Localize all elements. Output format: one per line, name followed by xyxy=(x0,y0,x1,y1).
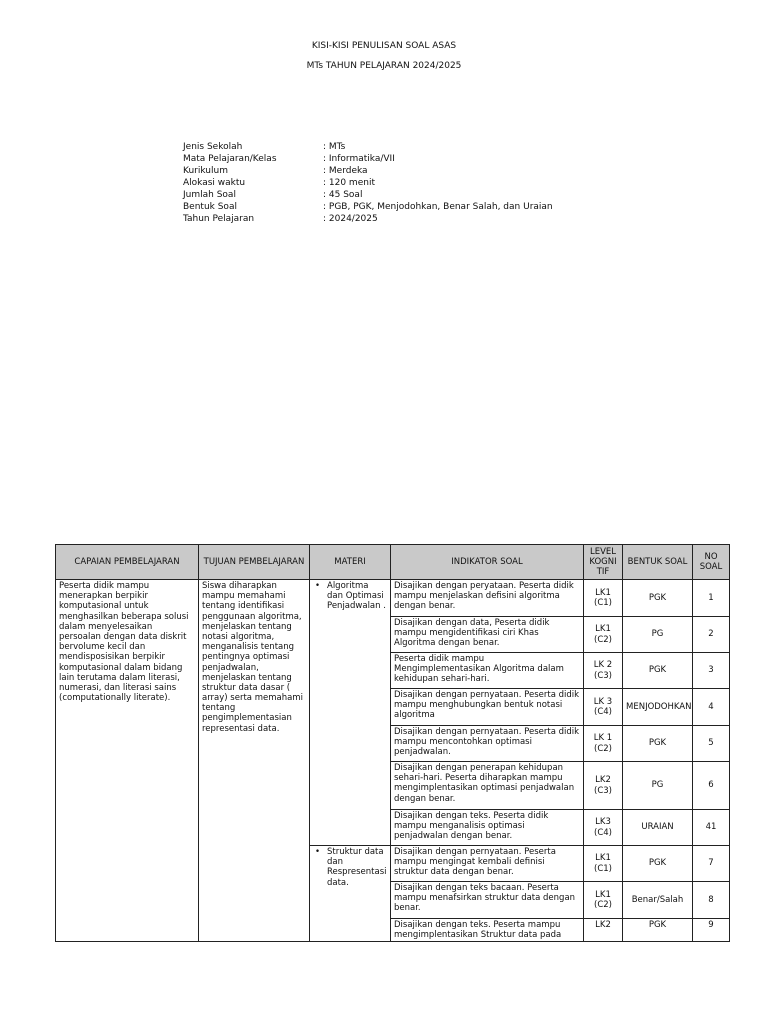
bullet: • xyxy=(315,581,321,591)
level-cell: LK 3 (C4) xyxy=(584,689,623,726)
table-header-row xyxy=(56,545,730,580)
indikator-cell: Disajikan dengan penerapan kehidupan sehari-hari. Peserta diharapkan mampu mengimplentasikan optimasi penjadwalan dengan benar. xyxy=(391,762,584,810)
bullet: • xyxy=(315,847,321,857)
info-label: Kurikulum xyxy=(183,166,228,176)
level-cell: LK 1 (C2) xyxy=(584,726,623,762)
header-materi: MATERI xyxy=(310,545,391,580)
bentuk-cell: Benar/Salah xyxy=(623,882,693,919)
bentuk-cell: PG xyxy=(623,617,693,653)
bentuk-cell: PGK xyxy=(623,846,693,882)
bentuk-cell: PGK xyxy=(623,726,693,762)
materi-text: Struktur data dan Respresentasi data. xyxy=(327,847,387,888)
header-bentuk: BENTUK SOAL xyxy=(623,545,693,580)
info-row xyxy=(183,141,553,153)
info-row xyxy=(183,189,553,201)
info-row xyxy=(183,201,553,213)
no-cell: 2 xyxy=(693,617,730,653)
materi-cell xyxy=(310,846,391,942)
header-capaian: CAPAIAN PEMBELAJARAN xyxy=(56,545,199,580)
header-indikator: INDIKATOR SOAL xyxy=(391,545,584,580)
indikator-cell: Disajikan dengan teks bacaan. Peserta mampu menafsirkan struktur data dengan benar. xyxy=(391,882,584,919)
header-level: LEVEL KOGNI TIF xyxy=(584,545,623,580)
info-row xyxy=(183,165,553,177)
info-value: : PGB, PGK, Menjodohkan, Benar Salah, dan Uraian xyxy=(323,202,553,212)
level-cell: LK1 (C2) xyxy=(584,882,623,919)
bentuk-cell: PG xyxy=(623,762,693,810)
header-no: NO SOAL xyxy=(693,545,730,580)
indikator-cell: Disajikan dengan teks. Peserta didik mampu menganalisis optimasi penjadwalan dengan benar. xyxy=(391,810,584,846)
level-cell: LK1 (C1) xyxy=(584,580,623,617)
capaian-cell: Peserta didik mampu menerapkan berpikir komputasional untuk menghasilkan beberapa solusi dalam menyelesaikan persoalan dengan data diskrit bervolume kecil dan mendisposisikan berpikir komputasional dalam bidang lain terutama dalam literasi, numerasi, dan literasi sains (computationally literate). xyxy=(56,580,199,942)
materi-cell xyxy=(310,580,391,846)
document-subtitle: MTs TAHUN PELAJARAN 2024/2025 xyxy=(306,61,462,71)
info-value: : MTs xyxy=(323,142,346,152)
info-block xyxy=(183,141,553,225)
info-value: : 2024/2025 xyxy=(323,214,378,224)
info-label: Jumlah Soal xyxy=(183,190,236,200)
no-cell: 3 xyxy=(693,653,730,689)
info-row xyxy=(183,177,553,189)
level-cell: LK1 (C1) xyxy=(584,846,623,882)
info-value: : Informatika/VII xyxy=(323,154,395,164)
bentuk-cell: MENJODOHKAN xyxy=(623,689,693,726)
no-cell: 5 xyxy=(693,726,730,762)
info-label: Tahun Pelajaran xyxy=(183,214,255,224)
info-value: : Merdeka xyxy=(323,166,368,176)
level-cell: LK1 (C2) xyxy=(584,617,623,653)
bentuk-cell: PGK xyxy=(623,653,693,689)
no-cell: 9 xyxy=(693,919,730,942)
bentuk-cell: PGK xyxy=(623,919,693,942)
indikator-cell: Disajikan dengan peryataan. Peserta didik mampu menjelaskan defisini algoritma dengan benar. xyxy=(391,580,584,617)
indikator-cell: Disajikan dengan teks. Peserta mampu mengimplentasikan Struktur data pada xyxy=(391,919,584,942)
no-cell: 7 xyxy=(693,846,730,882)
no-cell: 4 xyxy=(693,689,730,726)
level-cell: LK 2 (C3) xyxy=(584,653,623,689)
indikator-cell: Disajikan dengan pernyataan. Peserta mampu mengingat kembali definisi struktur data dengan benar. xyxy=(391,846,584,882)
info-value: : 120 menit xyxy=(323,178,375,188)
document-title: KISI-KISI PENULISAN SOAL ASAS xyxy=(311,41,457,51)
indikator-cell: Disajikan dengan data, Peserta didik mampu mengidentifikasi ciri Khas Algoritma dengan benar. xyxy=(391,617,584,653)
materi-text: Algoritma dan Optimasi Penjadwalan . xyxy=(327,581,386,612)
info-row xyxy=(183,153,553,165)
tujuan-cell: Siswa diharapkan mampu memahami tentang identifikasi penggunaan algoritma, menjelaskan tentang notasi algoritma, menganalisis tentang pentingnya optimasi penjadwalan, menjelaskan tentang struktur data dasar ( array) serta memahami tentang pengimplementasian representasi data. xyxy=(199,580,310,942)
bentuk-cell: URAIAN xyxy=(623,810,693,846)
info-label: Bentuk Soal xyxy=(183,202,237,212)
indikator-cell: Disajikan dengan pernyataan. Peserta didik mampu mencontohkan optimasi penjadwalan. xyxy=(391,726,584,762)
kisi-kisi-table xyxy=(55,544,730,942)
info-row xyxy=(183,213,553,225)
level-cell: LK2 xyxy=(584,919,623,942)
level-cell: LK3 (C4) xyxy=(584,810,623,846)
no-cell: 6 xyxy=(693,762,730,810)
bentuk-cell: PGK xyxy=(623,580,693,617)
header-tujuan: TUJUAN PEMBELAJARAN xyxy=(199,545,310,580)
no-cell: 1 xyxy=(693,580,730,617)
no-cell: 41 xyxy=(693,810,730,846)
info-value: : 45 Soal xyxy=(323,190,363,200)
level-cell: LK2 (C3) xyxy=(584,762,623,810)
no-cell: 8 xyxy=(693,882,730,919)
info-label: Jenis Sekolah xyxy=(183,142,243,152)
indikator-cell: Peserta didik mampu Mengimplementasikan Algoritma dalam kehidupan sehari-hari. xyxy=(391,653,584,689)
info-label: Mata Pelajaran/Kelas xyxy=(183,154,277,164)
table-row xyxy=(56,580,730,617)
info-label: Alokasi waktu xyxy=(183,178,246,188)
indikator-cell: Disajikan dengan pernyataan. Peserta didik mampu menghubungkan bentuk notasi algoritma xyxy=(391,689,584,726)
